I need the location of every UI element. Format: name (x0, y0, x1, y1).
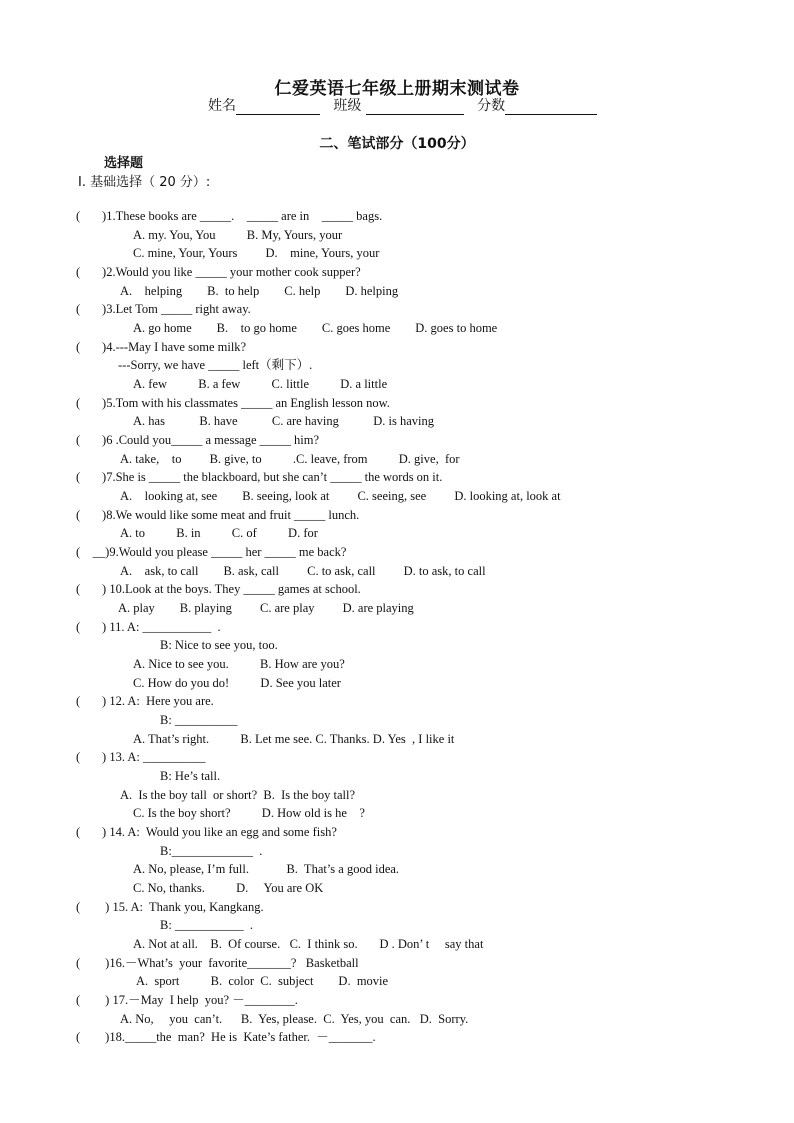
question-line: ( ) 13. A: __________ (76, 750, 206, 764)
name-label: 姓名 (208, 98, 236, 114)
option-line: A. take, to B. give, to .C. leave, from D. give, for (120, 452, 460, 466)
option-line: A. play B. playing C. are play D. are playing (118, 601, 414, 615)
part-heading: Ⅰ. 基础选择（ 20 分）: (78, 175, 211, 190)
dialogue-line: B: __________ (160, 713, 238, 727)
option-line: C. Is the boy short? D. How old is he ? (133, 806, 365, 820)
dialogue-line: B:_____________ . (160, 844, 263, 858)
question-line: ( ) 14. A: Would you like an egg and some fish? (76, 825, 337, 839)
option-line: A. has B. have C. are having D. is having (133, 414, 435, 428)
student-info-row (208, 95, 597, 115)
question-line: ( )8.We would like some meat and fruit _____ lunch. (76, 508, 360, 522)
score-label: 分数 (477, 98, 506, 114)
dialogue-line: B: He’s tall. (160, 769, 221, 783)
question-line: ( )1.These books are _____. _____ are in _____ bags. (76, 209, 383, 223)
class-blank (366, 100, 464, 115)
section-heading: 二、笔试部分（100分） (319, 136, 475, 152)
question-line: ( ) 12. A: Here you are. (76, 694, 214, 708)
question-line: ( )6 .Could you_____ a message _____ him? (76, 433, 320, 447)
option-line: A. my. You, You B. My, Yours, your (133, 228, 343, 242)
option-line: A. That’s right. B. Let me see. C. Thanks. D. Yes , I like it (133, 732, 455, 746)
option-line: A. Is the boy tall or short? B. Is the boy tall? (120, 788, 356, 802)
option-line: A. few B. a few C. little D. a little (133, 377, 388, 391)
option-line: A. sport B. color C. subject D. movie (136, 974, 389, 988)
subsection-heading: 选择题 (104, 156, 144, 171)
dialogue-line: B: Nice to see you, too. (160, 638, 278, 652)
question-line: ( )16.－What’s your favorite_______? Basketball (76, 956, 359, 970)
question-line: ( )18._____the man? He is Kate’s father. －_______. (76, 1030, 376, 1044)
option-line: A. No, please, I’m full. B. That’s a good idea. (133, 862, 400, 876)
option-line: A. ask, to call B. ask, call C. to ask, call D. to ask, to call (120, 564, 486, 578)
question-line: ( ) 17.－May I help you? －________. (76, 993, 298, 1007)
question-line: ---Sorry, we have _____ left（剩下）. (118, 358, 313, 372)
option-line: C. mine, Your, Yours D. mine, Yours, your (133, 246, 380, 260)
option-line: A. looking at, see B. seeing, look at C. seeing, see D. looking at, look at (120, 489, 561, 503)
question-line: ( ) 11. A: ___________ . (76, 620, 221, 634)
question-line: ( )3.Let Tom _____ right away. (76, 302, 251, 316)
option-line: C. How do you do! D. See you later (133, 676, 341, 690)
question-line: ( ) 10.Look at the boys. They _____ games at school. (76, 582, 361, 596)
question-line: ( )2.Would you like _____ your mother cook supper? (76, 265, 361, 279)
option-line: A. helping B. to help C. help D. helping (120, 284, 399, 298)
option-line: A. go home B. to go home C. goes home D. goes to home (133, 321, 498, 335)
question-line: ( __)9.Would you please _____ her _____ me back? (76, 545, 347, 559)
option-line: A. to B. in C. of D. for (120, 526, 318, 540)
option-line: C. No, thanks. D. You are OK (133, 881, 324, 895)
option-line: A. Nice to see you. B. How are you? (133, 657, 345, 671)
question-line: ( )7.She is _____ the blackboard, but she can’t _____ the words on it. (76, 470, 443, 484)
option-line: A. No, you can’t. B. Yes, please. C. Yes, you can. D. Sorry. (120, 1012, 469, 1026)
dialogue-line: B: ___________ . (160, 918, 254, 932)
question-line: ( )5.Tom with his classmates _____ an English lesson now. (76, 396, 390, 410)
class-label: 班级 (333, 98, 362, 114)
question-line: ( ) 15. A: Thank you, Kangkang. (76, 900, 264, 914)
exam-title: 仁爱英语七年级上册期末测试卷 (274, 79, 520, 99)
name-blank (236, 100, 320, 115)
option-line: A. Not at all. B. Of course. C. I think so. D . Don’ t say that (133, 937, 484, 951)
question-line: ( )4.---May I have some milk? (76, 340, 247, 354)
score-blank (505, 100, 597, 115)
